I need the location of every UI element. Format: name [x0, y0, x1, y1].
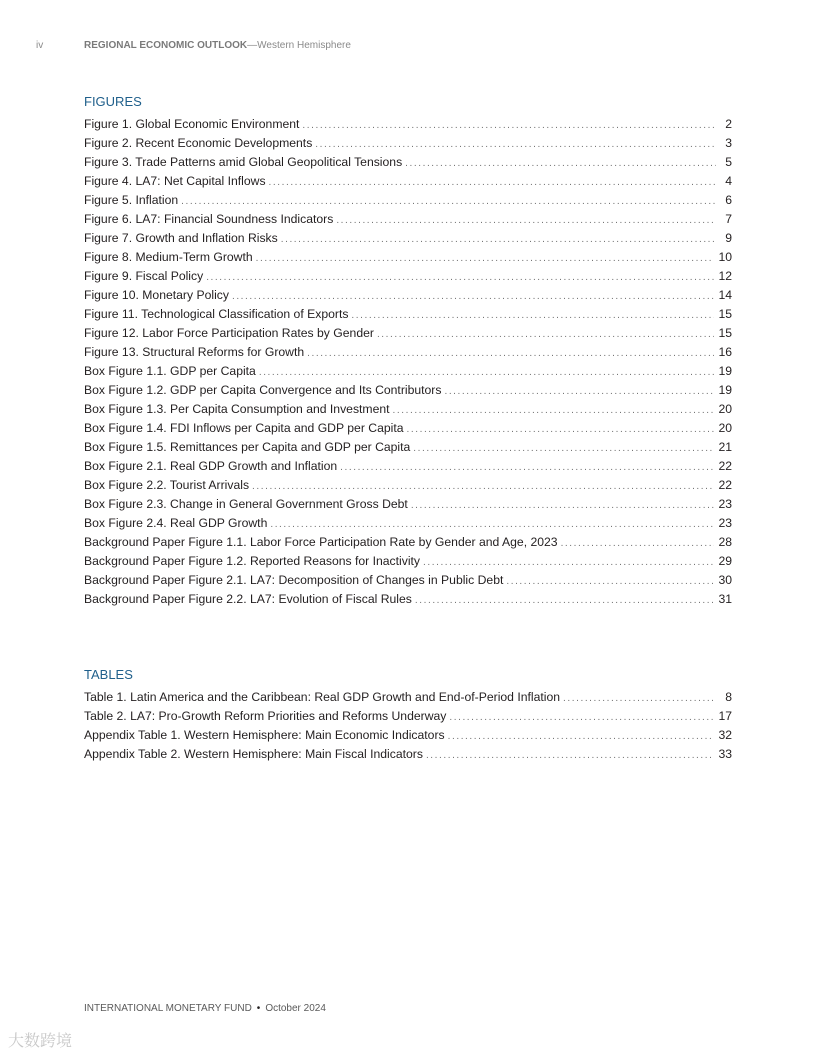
- figure-entry[interactable]: [84, 533, 732, 552]
- toc-entry-page: 23: [718, 497, 732, 511]
- dot-leader: [340, 458, 714, 477]
- footer-date: October 2024: [265, 1003, 326, 1014]
- dot-leader: [351, 306, 714, 325]
- toc-entry-label: Figure 10. Monetary Policy: [84, 288, 229, 302]
- toc-entry-label: Box Figure 1.5. Remittances per Capita and GDP per Capita: [84, 440, 411, 454]
- toc-entry-label: Figure 1. Global Economic Environment: [84, 117, 300, 131]
- figures-list: [84, 115, 732, 609]
- toc-entry-page: 21: [718, 440, 732, 454]
- toc-entry-label: Box Figure 2.1. Real GDP Growth and Inflation: [84, 459, 338, 473]
- toc-entry-page: 16: [718, 345, 732, 359]
- toc-entry-label: Box Figure 1.1. GDP per Capita: [84, 364, 256, 378]
- table-entry[interactable]: [84, 707, 732, 726]
- dot-leader: [181, 192, 716, 211]
- figure-entry[interactable]: [84, 305, 732, 324]
- toc-entry-page: 32: [718, 728, 732, 742]
- toc-entry-label: Figure 4. LA7: Net Capital Inflows: [84, 174, 266, 188]
- toc-entry-label: Background Paper Figure 1.1. Labor Force Participation Rate by Gender and Age, 2023: [84, 535, 558, 549]
- toc-entry-label: Figure 9. Fiscal Policy: [84, 269, 204, 283]
- figure-entry[interactable]: [84, 476, 732, 495]
- toc-entry-page: 28: [718, 535, 732, 549]
- figure-entry[interactable]: [84, 286, 732, 305]
- toc-entry-page: 33: [718, 747, 732, 761]
- toc-entry-page: 17: [718, 709, 732, 723]
- table-entry[interactable]: [84, 745, 732, 764]
- toc-entry-label: Figure 6. LA7: Financial Soundness Indicators: [84, 212, 334, 226]
- figures-heading: FIGURES: [84, 94, 142, 109]
- figures-section: [84, 93, 732, 609]
- toc-entry-page: 31: [718, 592, 732, 606]
- toc-entry-label: Figure 7. Growth and Inflation Risks: [84, 231, 278, 245]
- dot-leader: [423, 553, 714, 572]
- dot-leader: [448, 727, 715, 746]
- toc-entry-label: Appendix Table 1. Western Hemisphere: Main Economic Indicators: [84, 728, 445, 742]
- toc-entry-label: Figure 8. Medium-Term Growth: [84, 250, 253, 264]
- publication-subtitle: —Western Hemisphere: [247, 40, 351, 51]
- dot-leader: [413, 439, 714, 458]
- figure-entry[interactable]: [84, 571, 732, 590]
- dot-leader: [449, 708, 714, 727]
- toc-entry-label: Box Figure 2.3. Change in General Government Gross Debt: [84, 497, 408, 511]
- figure-entry[interactable]: [84, 495, 732, 514]
- figure-entry[interactable]: [84, 552, 732, 571]
- dot-leader: [407, 420, 715, 439]
- toc-entry-label: Figure 13. Structural Reforms for Growth: [84, 345, 305, 359]
- tables-heading: TABLES: [84, 667, 133, 682]
- toc-entry-label: Appendix Table 2. Western Hemisphere: Main Fiscal Indicators: [84, 747, 423, 761]
- dot-leader: [405, 154, 716, 173]
- dot-leader: [281, 230, 716, 249]
- page-number: iv: [36, 40, 44, 51]
- dot-leader: [315, 135, 716, 154]
- dot-leader: [252, 477, 714, 496]
- toc-entry-page: 2: [725, 117, 732, 131]
- toc-entry-label: Figure 12. Labor Force Participation Rates by Gender: [84, 326, 374, 340]
- figure-entry[interactable]: [84, 324, 732, 343]
- figure-entry[interactable]: [84, 210, 732, 229]
- figure-entry[interactable]: [84, 362, 732, 381]
- toc-entry-page: 7: [725, 212, 732, 226]
- toc-entry-page: 5: [725, 155, 732, 169]
- toc-entry-label: Box Figure 1.2. GDP per Capita Convergence and Its Contributors: [84, 383, 442, 397]
- dot-leader: [232, 287, 714, 306]
- watermark: [8, 1028, 72, 1051]
- toc-entry-page: 12: [718, 269, 732, 283]
- table-entry[interactable]: [84, 726, 732, 745]
- toc-entry-page: 19: [718, 383, 732, 397]
- dot-leader: [411, 496, 715, 515]
- tables-list: [84, 688, 732, 764]
- figure-entry[interactable]: [84, 134, 732, 153]
- toc-entry-label: Box Figure 1.4. FDI Inflows per Capita and GDP per Capita: [84, 421, 404, 435]
- toc-entry-page: 20: [718, 402, 732, 416]
- toc-entry-label: Table 2. LA7: Pro-Growth Reform Priorities and Reforms Underway: [84, 709, 447, 723]
- toc-entry-page: 8: [725, 690, 732, 704]
- toc-entry-label: Figure 2. Recent Economic Developments: [84, 136, 313, 150]
- figure-entry[interactable]: [84, 172, 732, 191]
- dot-leader: [426, 746, 715, 765]
- dot-leader: [270, 515, 714, 534]
- footer-separator: •: [256, 1003, 261, 1014]
- figure-entry[interactable]: [84, 191, 732, 210]
- toc-entry-label: Figure 3. Trade Patterns amid Global Geopolitical Tensions: [84, 155, 403, 169]
- dot-leader: [307, 344, 714, 363]
- toc-entry-page: 6: [725, 193, 732, 207]
- page-footer: [84, 1003, 326, 1014]
- toc-entry-page: 4: [725, 174, 732, 188]
- dot-leader: [206, 268, 714, 287]
- toc-entry-label: Background Paper Figure 2.1. LA7: Decomposition of Changes in Public Debt: [84, 573, 504, 587]
- toc-entry-label: Box Figure 2.2. Tourist Arrivals: [84, 478, 250, 492]
- figure-entry[interactable]: [84, 267, 732, 286]
- footer-organization: INTERNATIONAL MONETARY FUND: [84, 1003, 252, 1014]
- dot-leader: [256, 249, 715, 268]
- figure-entry[interactable]: [84, 115, 732, 134]
- toc-entry-page: 22: [718, 459, 732, 473]
- figure-entry[interactable]: [84, 248, 732, 267]
- watermark-text: 大数跨境: [8, 1033, 73, 1050]
- toc-entry-page: 29: [718, 554, 732, 568]
- tables-section: [84, 666, 732, 764]
- toc-entry-label: Figure 11. Technological Classification of Exports: [84, 307, 349, 321]
- figure-entry[interactable]: [84, 400, 732, 419]
- toc-entry-label: Figure 5. Inflation: [84, 193, 179, 207]
- figure-entry[interactable]: [84, 457, 732, 476]
- dot-leader: [377, 325, 714, 344]
- toc-entry-label: Background Paper Figure 1.2. Reported Reasons for Inactivity: [84, 554, 421, 568]
- toc-entry-label: Box Figure 2.4. Real GDP Growth: [84, 516, 268, 530]
- figure-entry[interactable]: [84, 514, 732, 533]
- toc-entry-label: Background Paper Figure 2.2. LA7: Evolution of Fiscal Rules: [84, 592, 412, 606]
- figure-entry[interactable]: [84, 381, 732, 400]
- dot-leader: [506, 572, 714, 591]
- toc-entry-page: 14: [718, 288, 732, 302]
- toc-entry-page: 20: [718, 421, 732, 435]
- toc-entry-page: 19: [718, 364, 732, 378]
- dot-leader: [269, 173, 716, 192]
- dot-leader: [444, 382, 714, 401]
- figure-entry[interactable]: [84, 153, 732, 172]
- figure-entry[interactable]: [84, 438, 732, 457]
- toc-entry-page: 3: [725, 136, 732, 150]
- figure-entry[interactable]: [84, 229, 732, 248]
- toc-entry-page: 22: [718, 478, 732, 492]
- dot-leader: [336, 211, 716, 230]
- dot-leader: [561, 534, 715, 553]
- toc-entry-label: Table 1. Latin America and the Caribbean: Real GDP Growth and End-of-Period Inflation: [84, 690, 561, 704]
- dot-leader: [259, 363, 715, 382]
- toc-entry-label: Box Figure 1.3. Per Capita Consumption and Investment: [84, 402, 390, 416]
- running-header: [36, 40, 351, 51]
- toc-entry-page: 10: [718, 250, 732, 264]
- toc-entry-page: 23: [718, 516, 732, 530]
- figure-entry[interactable]: [84, 590, 732, 609]
- dot-leader: [393, 401, 715, 420]
- figure-entry[interactable]: [84, 343, 732, 362]
- dot-leader: [563, 689, 716, 708]
- publication-title: REGIONAL ECONOMIC OUTLOOK: [84, 40, 248, 51]
- toc-entry-page: 15: [718, 307, 732, 321]
- toc-entry-page: 15: [718, 326, 732, 340]
- table-entry[interactable]: [84, 688, 732, 707]
- dot-leader: [302, 116, 716, 135]
- toc-entry-page: 9: [725, 231, 732, 245]
- dot-leader: [415, 591, 715, 610]
- toc-entry-page: 30: [718, 573, 732, 587]
- figure-entry[interactable]: [84, 419, 732, 438]
